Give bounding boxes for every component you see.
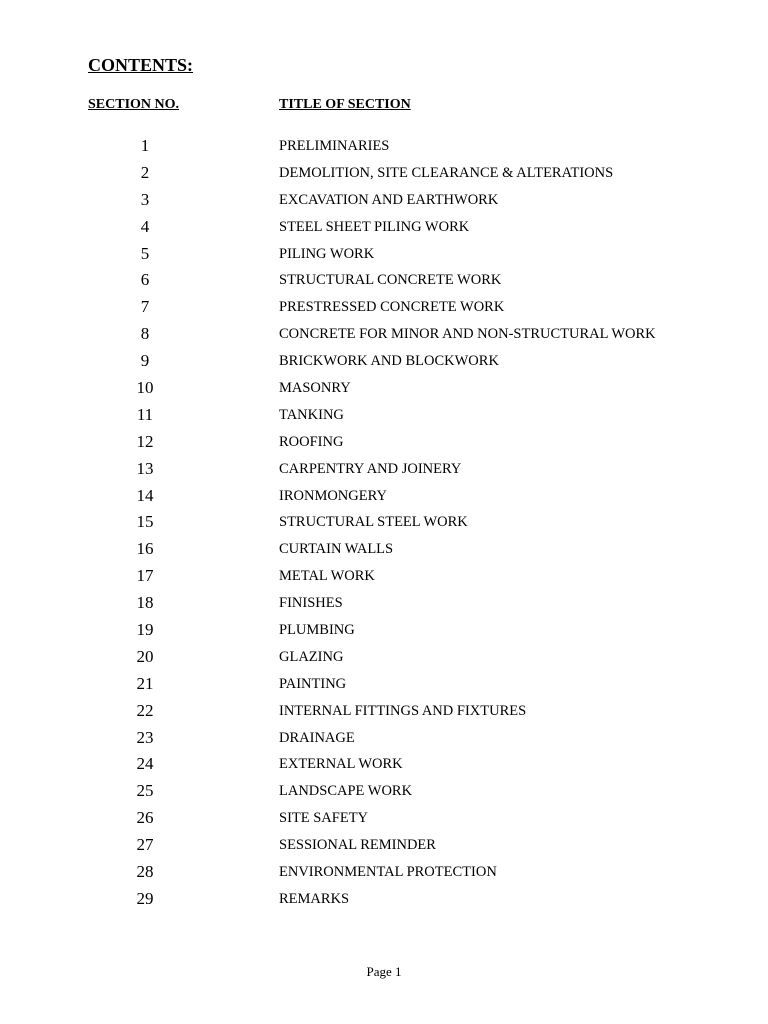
section-title: SESSIONAL REMINDER xyxy=(279,837,436,854)
section-title: CARPENTRY AND JOINERY xyxy=(279,460,462,477)
toc-row xyxy=(0,617,768,644)
section-number: 9 xyxy=(140,351,150,371)
toc-row xyxy=(0,321,768,348)
toc-row xyxy=(0,644,768,671)
column-header-title: TITLE OF SECTION xyxy=(279,97,411,112)
toc-row xyxy=(0,456,768,483)
section-number: 3 xyxy=(140,189,150,209)
toc-row xyxy=(0,402,768,429)
toc-row xyxy=(0,725,768,752)
section-title: PILING WORK xyxy=(279,245,375,262)
toc-row xyxy=(0,563,768,590)
toc-row xyxy=(0,160,768,187)
section-number: 7 xyxy=(140,297,150,317)
toc-row xyxy=(0,483,768,510)
section-title: BRICKWORK AND BLOCKWORK xyxy=(279,353,499,370)
section-number: 8 xyxy=(140,324,150,344)
toc-row xyxy=(0,778,768,805)
toc-row xyxy=(0,805,768,832)
section-title: STEEL SHEET PILING WORK xyxy=(279,218,470,235)
page-number: Page 1 xyxy=(366,964,402,979)
toc-row xyxy=(0,187,768,214)
section-title: TANKING xyxy=(279,406,344,423)
section-number: 23 xyxy=(136,727,154,747)
toc-row xyxy=(0,832,768,859)
toc-row xyxy=(0,751,768,778)
section-number: 10 xyxy=(136,378,154,398)
toc-row xyxy=(0,429,768,456)
toc-row xyxy=(0,886,768,913)
section-number: 1 xyxy=(140,136,150,155)
section-title: GLAZING xyxy=(279,648,344,665)
column-header-section-no: SECTION NO. xyxy=(88,97,180,112)
section-title: DEMOLITION, SITE CLEARANCE & ALTERATIONS xyxy=(279,164,614,181)
toc-row xyxy=(0,133,768,160)
toc-row xyxy=(0,509,768,536)
section-title: MASONRY xyxy=(279,380,351,397)
section-title: LANDSCAPE WORK xyxy=(279,783,413,800)
section-title: EXCAVATION AND EARTHWORK xyxy=(279,191,499,208)
section-number: 26 xyxy=(136,808,154,828)
section-number: 25 xyxy=(136,781,154,801)
toc-row xyxy=(0,294,768,321)
toc-row xyxy=(0,214,768,241)
contents-list xyxy=(0,133,768,913)
section-title: EXTERNAL WORK xyxy=(279,756,403,773)
toc-row xyxy=(0,241,768,268)
section-title: FINISHES xyxy=(279,595,343,612)
toc-row xyxy=(0,859,768,886)
section-number: 4 xyxy=(140,216,150,236)
section-number: 16 xyxy=(136,539,154,559)
toc-row xyxy=(0,536,768,563)
section-title: STRUCTURAL STEEL WORK xyxy=(279,514,468,531)
section-number: 27 xyxy=(136,835,154,855)
section-title: PAINTING xyxy=(279,675,347,692)
section-title: CONCRETE FOR MINOR AND NON-STRUCTURAL WORK xyxy=(279,326,656,343)
section-title: REMARKS xyxy=(279,890,350,907)
section-number: 28 xyxy=(136,862,154,882)
section-title: IRONMONGERY xyxy=(279,487,387,504)
section-number: 22 xyxy=(136,700,154,720)
section-number: 5 xyxy=(140,243,150,263)
section-number: 29 xyxy=(136,888,154,908)
section-title: SITE SAFETY xyxy=(279,810,369,827)
section-title: PLUMBING xyxy=(279,622,355,639)
section-number: 18 xyxy=(136,593,154,613)
section-title: ROOFING xyxy=(279,433,344,450)
toc-row xyxy=(0,348,768,375)
section-title: CURTAIN WALLS xyxy=(279,541,394,558)
section-title: PRELIMINARIES xyxy=(279,138,390,154)
section-number: 17 xyxy=(136,566,154,586)
section-number: 19 xyxy=(136,620,154,640)
section-title: METAL WORK xyxy=(279,568,375,585)
section-number: 14 xyxy=(136,485,154,505)
page-title: CONTENTS: xyxy=(88,55,194,75)
section-number: 11 xyxy=(136,404,154,424)
toc-row xyxy=(0,267,768,294)
toc-row xyxy=(0,698,768,725)
section-number: 12 xyxy=(136,431,154,451)
section-number: 20 xyxy=(136,646,154,666)
section-number: 13 xyxy=(136,458,154,478)
section-title: INTERNAL FITTINGS AND FIXTURES xyxy=(279,702,527,719)
section-number: 6 xyxy=(140,270,150,290)
section-number: 21 xyxy=(136,673,154,693)
section-number: 2 xyxy=(140,162,150,182)
section-number: 15 xyxy=(136,512,154,532)
section-title: ENVIRONMENTAL PROTECTION xyxy=(279,864,497,881)
toc-row xyxy=(0,590,768,617)
toc-row xyxy=(0,671,768,698)
section-title: STRUCTURAL CONCRETE WORK xyxy=(279,272,502,289)
section-number: 24 xyxy=(136,754,154,774)
section-title: PRESTRESSED CONCRETE WORK xyxy=(279,299,505,316)
toc-row xyxy=(0,375,768,402)
section-title: DRAINAGE xyxy=(279,729,355,746)
